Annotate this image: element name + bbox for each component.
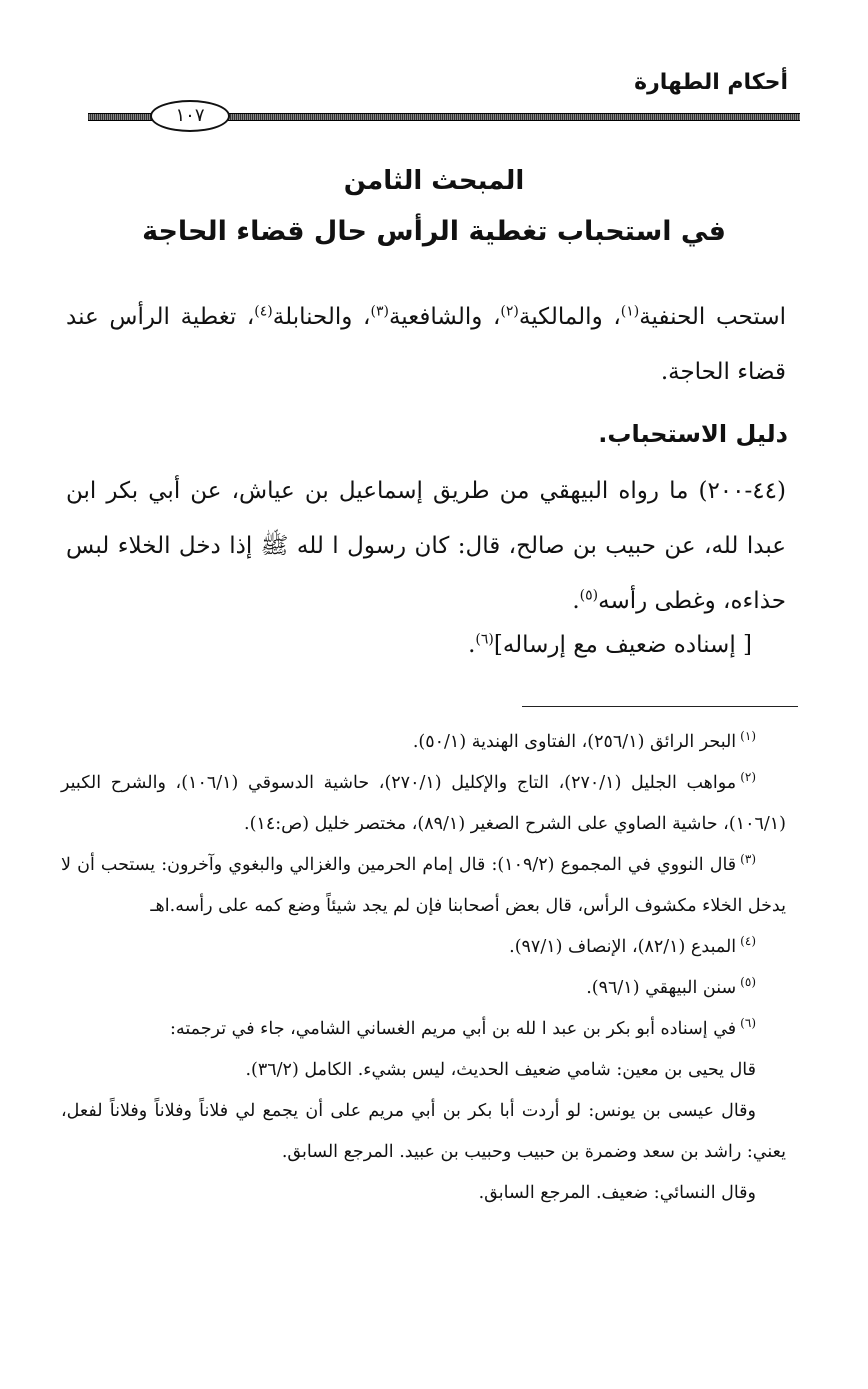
intro-text: ، والمالكية (518, 304, 621, 330)
header-rule-left (88, 113, 158, 121)
footnote-ref: (٣) (370, 303, 389, 320)
intro-text: استحب الحنفية (639, 304, 786, 330)
footnote-text: سنن البيهقي (٩٦/١). (586, 978, 737, 998)
footnote-number: (٦) (740, 1016, 756, 1031)
footnote-divider (522, 706, 798, 707)
footnote-6-line-2: قال يحيى بن معين: شامي ضعيف الحديث، ليس بشيء. الكامل (٣٦/٢). (245, 1060, 756, 1080)
footnote-ref: (٢) (500, 303, 519, 320)
footnote-number: (٢) (740, 770, 757, 785)
footnote-4 (61, 927, 786, 968)
footnote-1 (61, 722, 786, 763)
page-number: ١٠٧ (150, 100, 230, 132)
footnote-text: البحر الرائق (٢٥٦/١)، الفتاوى الهندية (٥٠/١). (412, 732, 737, 752)
chapter-subtitle: في استحباب تغطية الرأس حال قضاء الحاجة (142, 216, 726, 247)
footnote-text: مواهب الجليل (٢٧٠/١)، التاج والإكليل (٢٧٠/١)، حاشية الدسوقي (١٠٦/١)، والشرح الكبير (١٠٦/١)، حاشية الصاوي على الشرح الصغير (٨٩/١)، مختصر خليل (ص:١٤). (61, 773, 786, 834)
footnote-text: قال النووي في المجموع (١٠٩/٢): قال إمام الحرمين والغزالي والبغوي وآخرون: يستحب أن لا يدخل الخلاء مكشوف الرأس، قال بعض أصحابنا فإن لم يجد شيئاً وضع كمه على رأسه.اهـ (61, 855, 786, 916)
hadith-end: . (572, 588, 580, 614)
grading-end: . (468, 632, 476, 658)
footnote-number: (٣) (740, 852, 756, 867)
footnote-3 (61, 845, 786, 927)
grading-text: [ إسناده ضعيف مع إرساله] (493, 632, 752, 658)
section-heading: دليل الاستحباب. (598, 420, 788, 448)
running-title: أحكام الطهارة (634, 70, 788, 95)
footnote-number: (١) (740, 729, 756, 744)
footnote-ref: (٤) (254, 303, 273, 320)
intro-paragraph (66, 290, 786, 400)
footnote-number: (٤) (740, 934, 756, 949)
footnote-6 (61, 1009, 786, 1050)
hadith-text: (٤٤-٢٠٠) ما رواه البيهقي من طريق إسماعيل بن عياش، عن أبي بكر ابن عبدا لله، عن حبيب بن صالح، قال: كان رسول ا لله ﷺ إذا دخل الخلاء لبس حذاءه، وغطى رأسه (66, 478, 786, 614)
footnote-number: (٥) (740, 975, 756, 990)
header-rule-right (222, 113, 800, 121)
footnote-ref: (٦) (475, 631, 494, 648)
footnote-text: في إسناده أبو بكر بن عبد ا لله بن أبي مريم الغساني الشامي، جاء في ترجمته: (170, 1019, 737, 1039)
footnote-text: المبدع (٨٢/١)، الإنصاف (٩٧/١). (509, 937, 737, 957)
footnote-6-line-3: وقال عيسى بن يونس: لو أردت أبا بكر بن أبي مريم على أن يجمع لي فلاناً وفلاناً وفلاناً لفعل، يعني: راشد بن سعد وضمرة بن حبيب وحبيب بن عبيد. المرجع السابق. (61, 1101, 786, 1162)
footnote-ref: (٥) (579, 587, 599, 604)
intro-text: ، والشافعية (388, 304, 501, 330)
footnote-6-line-4: وقال النسائي: ضعيف. المرجع السابق. (478, 1183, 756, 1203)
footnotes (61, 722, 786, 1214)
grading-line (468, 632, 752, 658)
intro-text: ، والحنابلة (272, 304, 371, 330)
intro-text: ، تغطية الرأس عند قضاء الحاجة. (66, 304, 786, 385)
footnote-ref: (١) (620, 303, 640, 320)
hadith-paragraph (66, 464, 786, 629)
chapter-heading: المبحث الثامن (343, 166, 525, 196)
footnote-2 (61, 763, 786, 845)
footnote-5 (61, 968, 786, 1009)
